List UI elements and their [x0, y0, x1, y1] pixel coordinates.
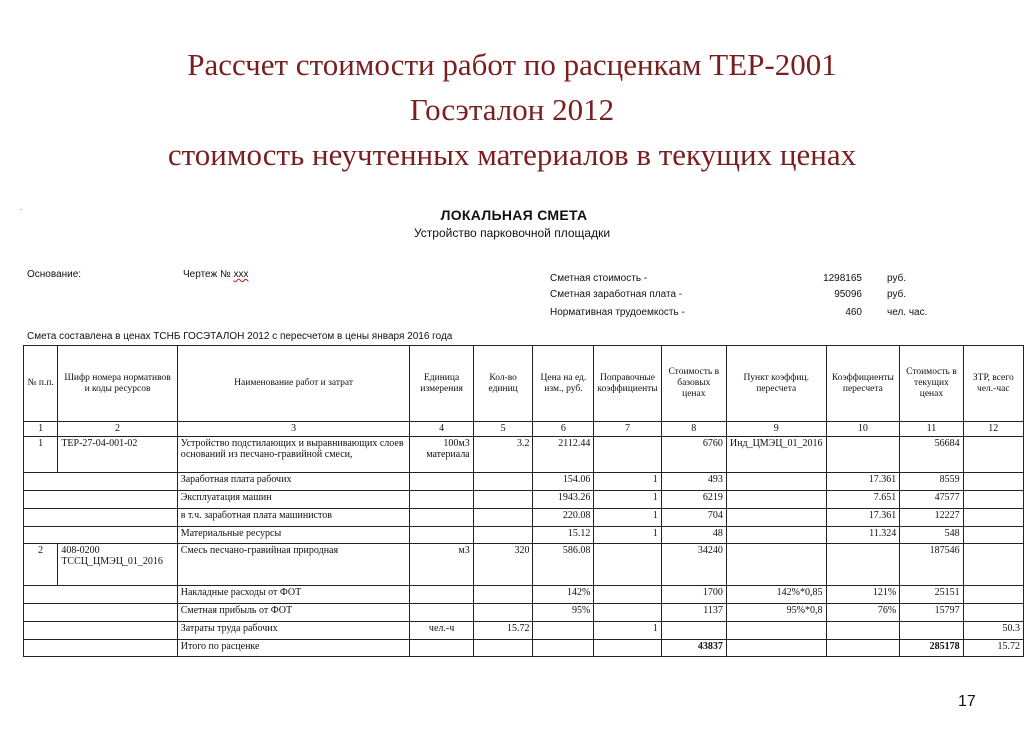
recalc-point: [726, 491, 826, 509]
work-name: Материальные ресурсы: [177, 527, 410, 544]
correction-coef: 1: [594, 473, 661, 491]
blank-cell: [24, 640, 178, 657]
current-cost-total: 285178: [900, 640, 963, 657]
unit-price: 95%: [533, 604, 594, 622]
recalc-point: [726, 544, 826, 586]
work-name: Сметная прибыль от ФОТ: [177, 604, 410, 622]
recalc-coef: 7.651: [826, 491, 900, 509]
cost-value: 1298165: [823, 273, 862, 284]
base-cost: 1137: [661, 604, 726, 622]
col-number: 4: [410, 422, 473, 437]
base-cost: [661, 622, 726, 640]
unit: м3: [410, 544, 473, 586]
correction-coef: 1: [594, 527, 661, 544]
table-row: [24, 473, 1024, 491]
cost-unit: руб.: [887, 273, 907, 284]
unit-price: 15.12: [533, 527, 594, 544]
blank-cell: [24, 622, 178, 640]
base-cost: 1700: [661, 586, 726, 604]
quantity: [473, 586, 533, 604]
drawing-field: [183, 269, 248, 280]
header-cell: Цена на ед. изм., руб.: [533, 346, 594, 422]
row-number: 1: [24, 437, 58, 473]
labor-hours-total: 15.72: [963, 640, 1023, 657]
col-number: 5: [473, 422, 533, 437]
labor-hours: [963, 604, 1023, 622]
page-number: 17: [958, 693, 976, 710]
quantity: [473, 640, 533, 657]
unit: [410, 586, 473, 604]
slide-title-line-1: Рассчет стоимости работ по расценкам ТЕР-2001: [187, 47, 837, 82]
row-number: 2: [24, 544, 58, 586]
table-row: [24, 437, 1024, 473]
work-name: Смесь песчано-гравийная природная: [177, 544, 410, 586]
unit: [410, 509, 473, 527]
current-cost: 56684: [900, 437, 963, 473]
quantity: 15.72: [473, 622, 533, 640]
blank-cell: [24, 604, 178, 622]
norm-code: 408-0200 ТССЦ_ЦМЭЦ_01_2016: [58, 544, 177, 586]
header-cell: Шифр номера нормативов и коды ресурсов: [58, 346, 177, 422]
col-number: 2: [58, 422, 177, 437]
recalc-coef: [826, 622, 900, 640]
blank-cell: [24, 586, 178, 604]
header-cell: № п.п.: [24, 346, 58, 422]
unit-price: 586.08: [533, 544, 594, 586]
wage-label: Сметная заработная плата -: [550, 289, 683, 300]
col-number: 9: [726, 422, 826, 437]
correction-coef: [594, 437, 661, 473]
col-number: 3: [177, 422, 410, 437]
column-number-row: [24, 422, 1024, 437]
recalc-point: [726, 622, 826, 640]
work-name: Итого по расценке: [177, 640, 410, 657]
base-cost-total: 43837: [661, 640, 726, 657]
current-cost: [900, 622, 963, 640]
estimate-title: ЛОКАЛЬНАЯ СМЕТА: [440, 207, 588, 223]
table-row: [24, 527, 1024, 544]
labor-hours: [963, 491, 1023, 509]
recalc-coef: 76%: [826, 604, 900, 622]
unit-price: 1943.26: [533, 491, 594, 509]
unit: [410, 491, 473, 509]
col-number: 6: [533, 422, 594, 437]
unit: чел.-ч: [410, 622, 473, 640]
table-row: [24, 509, 1024, 527]
labor-hours: [963, 527, 1023, 544]
recalc-point: [726, 509, 826, 527]
recalc-point: [726, 640, 826, 657]
slide-title-line-2: Госэталон 2012: [409, 92, 615, 127]
wage-unit: руб.: [887, 289, 907, 300]
slide-title-line-3: стоимость неучтенных материалов в текущих ценах: [167, 137, 857, 172]
correction-coef: [594, 586, 661, 604]
unit: 100м3 материала: [410, 437, 473, 473]
correction-coef: 1: [594, 622, 661, 640]
col-number: 10: [826, 422, 900, 437]
base-cost: 493: [661, 473, 726, 491]
header-cell: Стоимость в базовых ценах: [661, 346, 726, 422]
work-name: Затраты труда рабочих: [177, 622, 410, 640]
work-name: Устройство подстилающих и выравнивающих слоев оснований из песчано-гравийной смеси,: [177, 437, 410, 473]
unit: [410, 473, 473, 491]
recalc-coef: [826, 640, 900, 657]
current-cost: 15797: [900, 604, 963, 622]
labor-hours: [963, 437, 1023, 473]
table-row: [24, 544, 1024, 586]
correction-coef: [594, 640, 661, 657]
labor-hours: [963, 509, 1023, 527]
col-number: 7: [594, 422, 661, 437]
recalc-coef: 11.324: [826, 527, 900, 544]
table-row: [24, 622, 1024, 640]
recalc-coef: [826, 437, 900, 473]
quantity: [473, 491, 533, 509]
quantity: [473, 473, 533, 491]
blank-cell: [24, 509, 178, 527]
quantity: [473, 509, 533, 527]
estimate-subtitle: Устройство парковочной площадки: [413, 226, 611, 240]
col-number: 1: [24, 422, 58, 437]
unit-price: 2112.44: [533, 437, 594, 473]
blank-cell: [24, 491, 178, 509]
header-cell: Пункт коэффиц. пересчета: [726, 346, 826, 422]
base-cost: 34240: [661, 544, 726, 586]
col-number: 11: [900, 422, 963, 437]
col-number: 12: [963, 422, 1023, 437]
current-cost: 12227: [900, 509, 963, 527]
unit: [410, 527, 473, 544]
base-cost: 48: [661, 527, 726, 544]
quantity: [473, 604, 533, 622]
current-cost: 187546: [900, 544, 963, 586]
unit-price: 142%: [533, 586, 594, 604]
table-row: [24, 586, 1024, 604]
recalc-point: 142%*0,85: [726, 586, 826, 604]
current-cost: 25151: [900, 586, 963, 604]
unit: [410, 640, 473, 657]
work-name: в т.ч. заработная плата машинистов: [177, 509, 410, 527]
recalc-point: [726, 527, 826, 544]
recalc-point: 95%*0,8: [726, 604, 826, 622]
recalc-coef: [826, 544, 900, 586]
correction-coef: [594, 604, 661, 622]
drawing-label: Чертеж №: [183, 269, 231, 280]
unit-price: [533, 622, 594, 640]
labor-hours: [963, 586, 1023, 604]
header-cell: Стоимость в текущих ценах: [900, 346, 963, 422]
base-cost: 704: [661, 509, 726, 527]
estimate-table: [23, 345, 1024, 657]
header-cell: Коэффициенты пересчета: [826, 346, 900, 422]
recalc-coef: 17.361: [826, 509, 900, 527]
work-name: Накладные расходы от ФОТ: [177, 586, 410, 604]
correction-coef: [594, 544, 661, 586]
wage-value: 95096: [834, 289, 862, 300]
base-cost: 6219: [661, 491, 726, 509]
unit-price: [533, 640, 594, 657]
stray-dot: .: [20, 203, 22, 212]
labor-label: Нормативная трудоемкость -: [550, 307, 685, 318]
recalc-point: [726, 473, 826, 491]
quantity: 3.2: [473, 437, 533, 473]
blank-cell: [24, 527, 178, 544]
work-name: Эксплуатация машин: [177, 491, 410, 509]
correction-coef: 1: [594, 509, 661, 527]
current-cost: 8559: [900, 473, 963, 491]
price-note: Смета составлена в ценах ТСНБ ГОСЭТАЛОН 2012 с пересчетом в цены января 2016 года: [27, 331, 453, 342]
labor-hours: [963, 544, 1023, 586]
labor-hours: 50.3: [963, 622, 1023, 640]
blank-cell: [24, 473, 178, 491]
col-number: 8: [661, 422, 726, 437]
recalc-point: Инд_ЦМЭЦ_01_2016: [726, 437, 826, 473]
labor-hours: [963, 473, 1023, 491]
slide-title: [0, 42, 1024, 177]
header-cell: Поправочные коэффициенты: [594, 346, 661, 422]
unit-price: 220.08: [533, 509, 594, 527]
total-row: [24, 640, 1024, 657]
header-cell: Наименование работ и затрат: [177, 346, 410, 422]
header-cell: Кол-во единиц: [473, 346, 533, 422]
recalc-coef: 121%: [826, 586, 900, 604]
quantity: 320: [473, 544, 533, 586]
correction-coef: 1: [594, 491, 661, 509]
table-row: [24, 491, 1024, 509]
work-name: Заработная плата рабочих: [177, 473, 410, 491]
header-cell: ЗТР, всего чел.-час: [963, 346, 1023, 422]
base-cost: 6760: [661, 437, 726, 473]
unit: [410, 604, 473, 622]
current-cost: 47577: [900, 491, 963, 509]
cost-label: Сметная стоимость -: [550, 273, 648, 284]
quantity: [473, 527, 533, 544]
labor-value: 460: [845, 307, 862, 318]
drawing-value: ххх: [233, 269, 249, 280]
basis-label: Основание:: [27, 269, 82, 280]
recalc-coef: 17.361: [826, 473, 900, 491]
unit-price: 154.06: [533, 473, 594, 491]
norm-code: ТЕР-27-04-001-02: [58, 437, 177, 473]
table-row: [24, 604, 1024, 622]
labor-unit: чел. час.: [887, 307, 928, 318]
header-cell: Единица измерения: [410, 346, 473, 422]
current-cost: 548: [900, 527, 963, 544]
header-row: [24, 346, 1024, 422]
